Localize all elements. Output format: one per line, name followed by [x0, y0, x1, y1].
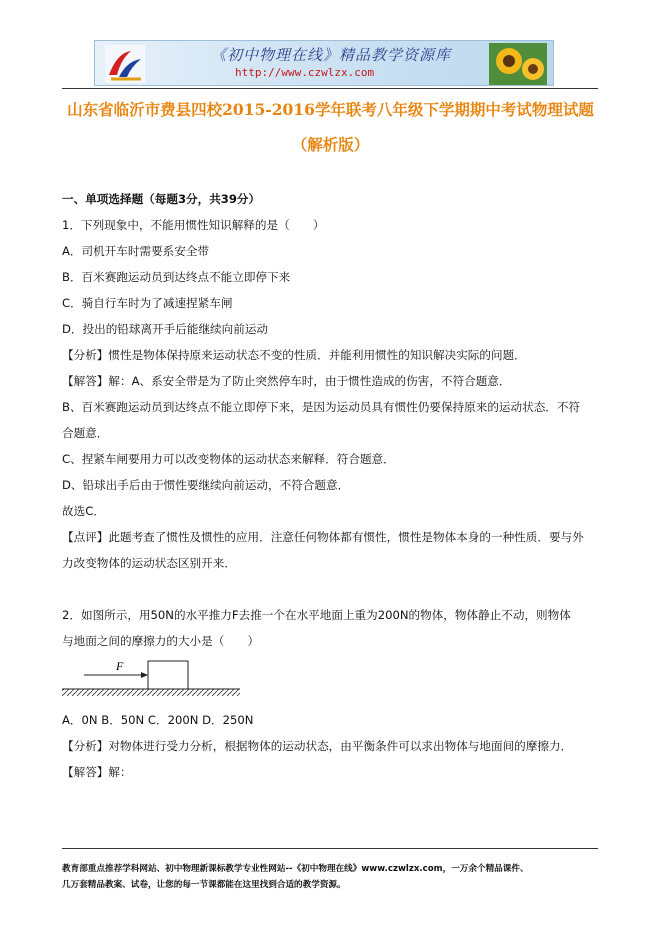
q1-answer-c: C、捏紧车闸要用力可以改变物体的运动状态来解释．符合题意． [62, 452, 395, 466]
q1-comment: 【点评】此题考查了惯性及惯性的应用．注意任何物体都有惯性，惯性是物体本身的一种性质．要与外 [62, 530, 584, 544]
q1-option-b: B．百米赛跑运动员到达终点不能立即停下来 [62, 270, 291, 284]
question-2: 2．如图所示，用50N的水平推力F去推一个在水平地面上重为200N的物体，物体静止不动，则物体 [62, 608, 571, 622]
q2-answer: 【解答】解： [62, 765, 132, 779]
force-label: F [116, 659, 124, 673]
q1-option-c: C．骑自行车时为了减速捏紧车闸 [62, 296, 233, 310]
banner-title: 《初中物理在线》精品教学资源库 [211, 46, 452, 64]
q1-option-a: A．司机开车时需要系安全带 [62, 244, 210, 258]
section-heading: 一、单项选择题（每题3分，共39分） [62, 192, 261, 206]
footer-line-2: 几万套精品教案、试卷，让您的每一节课都能在这里找到合适的教学资源。 [62, 880, 346, 890]
q2-analysis: 【分析】对物体进行受力分析，根据物体的运动状态，由平衡条件可以求出物体与地面间的摩擦力． [62, 739, 573, 753]
q1-answer-b-cont: 合题意． [62, 426, 109, 440]
q2-options: A．0N B．50N C．200N D．250N [62, 713, 254, 727]
document-title: 山东省临沂市费县四校2015-2016学年联考八年级下学期期中考试物理试题 [67, 100, 594, 119]
q1-answer-d: D、铅球出手后由于惯性要继续向前运动，不符合题意． [62, 478, 350, 492]
force-diagram [62, 656, 240, 700]
q1-choice: 故选C． [62, 504, 105, 518]
question-1: 1．下列现象中，不能用惯性知识解释的是（ ） [62, 218, 325, 232]
q1-option-d: D．投出的铅球离开手后能继续向前运动 [62, 322, 269, 336]
q1-comment-cont: 力改变物体的运动状态区别开来． [62, 556, 236, 570]
q1-answer-b: B、百米赛跑运动员到达终点不能立即停下来，是因为运动员具有惯性仍要保持原来的运动状态．不符 [62, 400, 581, 414]
sunflower-icon [489, 43, 547, 85]
banner-url[interactable]: http://www.czwlzx.com [235, 66, 375, 79]
site-logo-icon [105, 45, 145, 83]
q1-analysis: 【分析】惯性是物体保持原来运动状态不变的性质．并能利用惯性的知识解决实际的问题． [62, 348, 526, 362]
question-2-cont: 与地面之间的摩擦力的大小是（ ） [62, 634, 260, 648]
header-banner [94, 40, 554, 86]
footer-line-1: 教育部重点推荐学科网站、初中物理新课标教学专业性网站--《初中物理在线》www.czwlzx.com，一万余个精品课件、 [62, 864, 529, 874]
footer-rule [62, 848, 598, 849]
q1-answer: 【解答】解：A、系安全带是为了防止突然停车时，由于惯性造成的伤害，不符合题意． [62, 374, 511, 388]
header-rule [62, 88, 598, 89]
document-subtitle: （解析版） [291, 135, 370, 154]
